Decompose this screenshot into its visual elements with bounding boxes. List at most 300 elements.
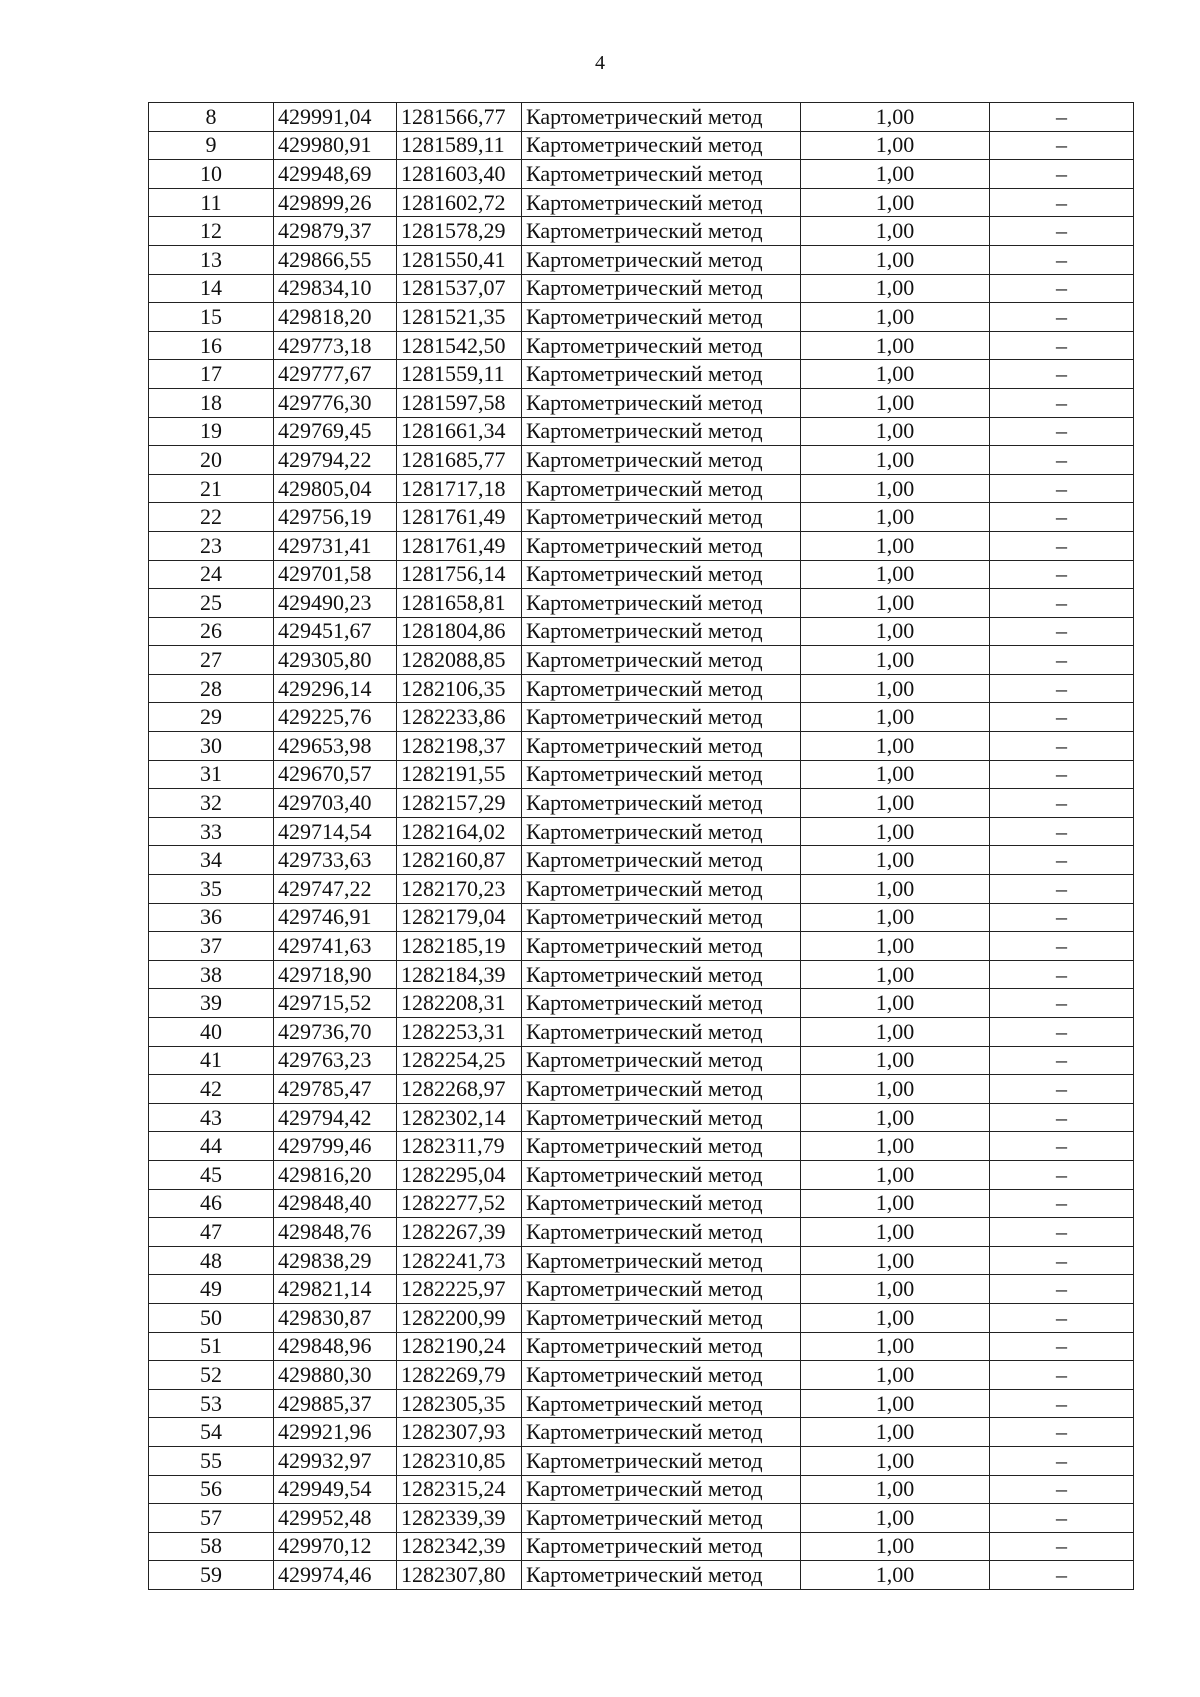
precision-cell: 1,00 — [801, 960, 990, 989]
description-cell: – — [990, 617, 1134, 646]
precision-cell: 1,00 — [801, 1332, 990, 1361]
table-row — [149, 160, 1134, 189]
table-row — [149, 1189, 1134, 1218]
point-number-cell: 23 — [149, 531, 274, 560]
x-coordinate-cell: 429866,55 — [274, 245, 397, 274]
point-number-cell: 15 — [149, 303, 274, 332]
precision-cell: 1,00 — [801, 1475, 990, 1504]
x-coordinate-cell: 429818,20 — [274, 303, 397, 332]
y-coordinate-cell: 1281685,77 — [397, 446, 522, 475]
method-cell: Картометрический метод — [522, 1018, 801, 1047]
precision-cell: 1,00 — [801, 160, 990, 189]
table-row — [149, 274, 1134, 303]
description-cell: – — [990, 732, 1134, 761]
method-cell: Картометрический метод — [522, 1532, 801, 1561]
description-cell: – — [990, 674, 1134, 703]
y-coordinate-cell: 1282164,02 — [397, 817, 522, 846]
table-row — [149, 1332, 1134, 1361]
description-cell: – — [990, 1160, 1134, 1189]
y-coordinate-cell: 1281550,41 — [397, 245, 522, 274]
point-number-cell: 27 — [149, 646, 274, 675]
table-row — [149, 531, 1134, 560]
precision-cell: 1,00 — [801, 789, 990, 818]
table-row — [149, 760, 1134, 789]
point-number-cell: 55 — [149, 1446, 274, 1475]
x-coordinate-cell: 429805,04 — [274, 474, 397, 503]
x-coordinate-cell: 429970,12 — [274, 1532, 397, 1561]
precision-cell: 1,00 — [801, 1132, 990, 1161]
method-cell: Картометрический метод — [522, 703, 801, 732]
x-coordinate-cell: 429921,96 — [274, 1418, 397, 1447]
description-cell: – — [990, 131, 1134, 160]
description-cell: – — [990, 960, 1134, 989]
precision-cell: 1,00 — [801, 875, 990, 904]
method-cell: Картометрический метод — [522, 1361, 801, 1390]
y-coordinate-cell: 1282277,52 — [397, 1189, 522, 1218]
precision-cell: 1,00 — [801, 1218, 990, 1247]
table-row — [149, 1418, 1134, 1447]
method-cell: Картометрический метод — [522, 1132, 801, 1161]
x-coordinate-cell: 429305,80 — [274, 646, 397, 675]
description-cell: – — [990, 789, 1134, 818]
y-coordinate-cell: 1282253,31 — [397, 1018, 522, 1047]
table-row — [149, 1504, 1134, 1533]
table-row — [149, 1103, 1134, 1132]
point-number-cell: 29 — [149, 703, 274, 732]
table-row — [149, 1446, 1134, 1475]
y-coordinate-cell: 1282198,37 — [397, 732, 522, 761]
point-number-cell: 8 — [149, 103, 274, 132]
x-coordinate-cell: 429991,04 — [274, 103, 397, 132]
table-row — [149, 1160, 1134, 1189]
description-cell: – — [990, 1246, 1134, 1275]
table-row — [149, 388, 1134, 417]
y-coordinate-cell: 1282254,25 — [397, 1046, 522, 1075]
coordinates-table — [148, 102, 1134, 1590]
table-row — [149, 131, 1134, 160]
x-coordinate-cell: 429830,87 — [274, 1303, 397, 1332]
precision-cell: 1,00 — [801, 646, 990, 675]
x-coordinate-cell: 429777,67 — [274, 360, 397, 389]
y-coordinate-cell: 1282307,80 — [397, 1561, 522, 1590]
y-coordinate-cell: 1282106,35 — [397, 674, 522, 703]
y-coordinate-cell: 1281521,35 — [397, 303, 522, 332]
precision-cell: 1,00 — [801, 703, 990, 732]
point-number-cell: 57 — [149, 1504, 274, 1533]
table-row — [149, 503, 1134, 532]
y-coordinate-cell: 1282311,79 — [397, 1132, 522, 1161]
description-cell: – — [990, 1418, 1134, 1447]
precision-cell: 1,00 — [801, 1275, 990, 1304]
method-cell: Картометрический метод — [522, 960, 801, 989]
x-coordinate-cell: 429715,52 — [274, 989, 397, 1018]
y-coordinate-cell: 1282191,55 — [397, 760, 522, 789]
table-row — [149, 417, 1134, 446]
x-coordinate-cell: 429932,97 — [274, 1446, 397, 1475]
description-cell: – — [990, 1389, 1134, 1418]
description-cell: – — [990, 1046, 1134, 1075]
table-row — [149, 1218, 1134, 1247]
y-coordinate-cell: 1282184,39 — [397, 960, 522, 989]
point-number-cell: 25 — [149, 589, 274, 618]
table-row — [149, 474, 1134, 503]
precision-cell: 1,00 — [801, 503, 990, 532]
precision-cell: 1,00 — [801, 989, 990, 1018]
point-number-cell: 19 — [149, 417, 274, 446]
point-number-cell: 17 — [149, 360, 274, 389]
x-coordinate-cell: 429879,37 — [274, 217, 397, 246]
precision-cell: 1,00 — [801, 446, 990, 475]
method-cell: Картометрический метод — [522, 331, 801, 360]
description-cell: – — [990, 160, 1134, 189]
method-cell: Картометрический метод — [522, 360, 801, 389]
precision-cell: 1,00 — [801, 1418, 990, 1447]
method-cell: Картометрический метод — [522, 274, 801, 303]
point-number-cell: 49 — [149, 1275, 274, 1304]
table-row — [149, 1303, 1134, 1332]
y-coordinate-cell: 1281602,72 — [397, 188, 522, 217]
y-coordinate-cell: 1281566,77 — [397, 103, 522, 132]
description-cell: – — [990, 932, 1134, 961]
method-cell: Картометрический метод — [522, 674, 801, 703]
x-coordinate-cell: 429451,67 — [274, 617, 397, 646]
precision-cell: 1,00 — [801, 1075, 990, 1104]
point-number-cell: 42 — [149, 1075, 274, 1104]
point-number-cell: 34 — [149, 846, 274, 875]
description-cell: – — [990, 417, 1134, 446]
precision-cell: 1,00 — [801, 188, 990, 217]
x-coordinate-cell: 429701,58 — [274, 560, 397, 589]
x-coordinate-cell: 429490,23 — [274, 589, 397, 618]
point-number-cell: 52 — [149, 1361, 274, 1390]
precision-cell: 1,00 — [801, 674, 990, 703]
method-cell: Картометрический метод — [522, 103, 801, 132]
point-number-cell: 58 — [149, 1532, 274, 1561]
method-cell: Картометрический метод — [522, 303, 801, 332]
description-cell: – — [990, 589, 1134, 618]
description-cell: – — [990, 903, 1134, 932]
precision-cell: 1,00 — [801, 103, 990, 132]
x-coordinate-cell: 429670,57 — [274, 760, 397, 789]
method-cell: Картометрический метод — [522, 932, 801, 961]
description-cell: – — [990, 1446, 1134, 1475]
table-row — [149, 960, 1134, 989]
x-coordinate-cell: 429980,91 — [274, 131, 397, 160]
method-cell: Картометрический метод — [522, 1189, 801, 1218]
table-row — [149, 1046, 1134, 1075]
point-number-cell: 32 — [149, 789, 274, 818]
precision-cell: 1,00 — [801, 474, 990, 503]
method-cell: Картометрический метод — [522, 1303, 801, 1332]
point-number-cell: 44 — [149, 1132, 274, 1161]
precision-cell: 1,00 — [801, 131, 990, 160]
description-cell: – — [990, 646, 1134, 675]
x-coordinate-cell: 429225,76 — [274, 703, 397, 732]
precision-cell: 1,00 — [801, 1103, 990, 1132]
point-number-cell: 36 — [149, 903, 274, 932]
point-number-cell: 59 — [149, 1561, 274, 1590]
description-cell: – — [990, 817, 1134, 846]
description-cell: – — [990, 1189, 1134, 1218]
y-coordinate-cell: 1282208,31 — [397, 989, 522, 1018]
description-cell: – — [990, 760, 1134, 789]
x-coordinate-cell: 429776,30 — [274, 388, 397, 417]
x-coordinate-cell: 429731,41 — [274, 531, 397, 560]
x-coordinate-cell: 429848,96 — [274, 1332, 397, 1361]
method-cell: Картометрический метод — [522, 474, 801, 503]
precision-cell: 1,00 — [801, 589, 990, 618]
precision-cell: 1,00 — [801, 932, 990, 961]
precision-cell: 1,00 — [801, 1046, 990, 1075]
method-cell: Картометрический метод — [522, 646, 801, 675]
table-row — [149, 1361, 1134, 1390]
method-cell: Картометрический метод — [522, 789, 801, 818]
precision-cell: 1,00 — [801, 331, 990, 360]
table-row — [149, 875, 1134, 904]
method-cell: Картометрический метод — [522, 1332, 801, 1361]
description-cell: – — [990, 703, 1134, 732]
y-coordinate-cell: 1282315,24 — [397, 1475, 522, 1504]
description-cell: – — [990, 188, 1134, 217]
y-coordinate-cell: 1282268,97 — [397, 1075, 522, 1104]
x-coordinate-cell: 429948,69 — [274, 160, 397, 189]
precision-cell: 1,00 — [801, 903, 990, 932]
table-row — [149, 446, 1134, 475]
table-row — [149, 903, 1134, 932]
method-cell: Картометрический метод — [522, 131, 801, 160]
table-row — [149, 674, 1134, 703]
table-row — [149, 1246, 1134, 1275]
point-number-cell: 56 — [149, 1475, 274, 1504]
point-number-cell: 26 — [149, 617, 274, 646]
description-cell: – — [990, 1332, 1134, 1361]
table-row — [149, 360, 1134, 389]
method-cell: Картометрический метод — [522, 160, 801, 189]
precision-cell: 1,00 — [801, 1189, 990, 1218]
precision-cell: 1,00 — [801, 360, 990, 389]
table-row — [149, 932, 1134, 961]
x-coordinate-cell: 429816,20 — [274, 1160, 397, 1189]
method-cell: Картометрический метод — [522, 875, 801, 904]
y-coordinate-cell: 1281761,49 — [397, 503, 522, 532]
y-coordinate-cell: 1281559,11 — [397, 360, 522, 389]
y-coordinate-cell: 1282241,73 — [397, 1246, 522, 1275]
method-cell: Картометрический метод — [522, 846, 801, 875]
y-coordinate-cell: 1282269,79 — [397, 1361, 522, 1390]
description-cell: – — [990, 1361, 1134, 1390]
description-cell: – — [990, 1275, 1134, 1304]
point-number-cell: 21 — [149, 474, 274, 503]
method-cell: Картометрический метод — [522, 217, 801, 246]
point-number-cell: 53 — [149, 1389, 274, 1418]
method-cell: Картометрический метод — [522, 446, 801, 475]
point-number-cell: 35 — [149, 875, 274, 904]
description-cell: – — [990, 1475, 1134, 1504]
point-number-cell: 28 — [149, 674, 274, 703]
page-number: 4 — [595, 52, 605, 74]
precision-cell: 1,00 — [801, 1246, 990, 1275]
method-cell: Картометрический метод — [522, 1561, 801, 1590]
precision-cell: 1,00 — [801, 1361, 990, 1390]
method-cell: Картометрический метод — [522, 760, 801, 789]
method-cell: Картометрический метод — [522, 1075, 801, 1104]
table-row — [149, 617, 1134, 646]
method-cell: Картометрический метод — [522, 617, 801, 646]
method-cell: Картометрический метод — [522, 531, 801, 560]
method-cell: Картометрический метод — [522, 417, 801, 446]
method-cell: Картометрический метод — [522, 1504, 801, 1533]
point-number-cell: 48 — [149, 1246, 274, 1275]
x-coordinate-cell: 429794,22 — [274, 446, 397, 475]
point-number-cell: 18 — [149, 388, 274, 417]
y-coordinate-cell: 1282225,97 — [397, 1275, 522, 1304]
y-coordinate-cell: 1282305,35 — [397, 1389, 522, 1418]
method-cell: Картометрический метод — [522, 817, 801, 846]
table-row — [149, 103, 1134, 132]
coordinates-table-body — [149, 103, 1134, 1590]
description-cell: – — [990, 274, 1134, 303]
point-number-cell: 12 — [149, 217, 274, 246]
method-cell: Картометрический метод — [522, 903, 801, 932]
description-cell: – — [990, 989, 1134, 1018]
y-coordinate-cell: 1282307,93 — [397, 1418, 522, 1447]
point-number-cell: 51 — [149, 1332, 274, 1361]
x-coordinate-cell: 429834,10 — [274, 274, 397, 303]
method-cell: Картометрический метод — [522, 245, 801, 274]
x-coordinate-cell: 429746,91 — [274, 903, 397, 932]
point-number-cell: 16 — [149, 331, 274, 360]
precision-cell: 1,00 — [801, 1504, 990, 1533]
point-number-cell: 14 — [149, 274, 274, 303]
table-row — [149, 589, 1134, 618]
method-cell: Картометрический метод — [522, 989, 801, 1018]
description-cell: – — [990, 360, 1134, 389]
x-coordinate-cell: 429799,46 — [274, 1132, 397, 1161]
method-cell: Картометрический метод — [522, 1160, 801, 1189]
x-coordinate-cell: 429769,45 — [274, 417, 397, 446]
x-coordinate-cell: 429785,47 — [274, 1075, 397, 1104]
x-coordinate-cell: 429899,26 — [274, 188, 397, 217]
description-cell: – — [990, 331, 1134, 360]
point-number-cell: 30 — [149, 732, 274, 761]
x-coordinate-cell: 429741,63 — [274, 932, 397, 961]
x-coordinate-cell: 429848,76 — [274, 1218, 397, 1247]
precision-cell: 1,00 — [801, 1303, 990, 1332]
y-coordinate-cell: 1282233,86 — [397, 703, 522, 732]
table-row — [149, 703, 1134, 732]
point-number-cell: 9 — [149, 131, 274, 160]
method-cell: Картометрический метод — [522, 1418, 801, 1447]
description-cell: – — [990, 1218, 1134, 1247]
precision-cell: 1,00 — [801, 617, 990, 646]
precision-cell: 1,00 — [801, 1561, 990, 1590]
precision-cell: 1,00 — [801, 846, 990, 875]
x-coordinate-cell: 429880,30 — [274, 1361, 397, 1390]
description-cell: – — [990, 846, 1134, 875]
y-coordinate-cell: 1281537,07 — [397, 274, 522, 303]
precision-cell: 1,00 — [801, 1018, 990, 1047]
precision-cell: 1,00 — [801, 217, 990, 246]
x-coordinate-cell: 429848,40 — [274, 1189, 397, 1218]
method-cell: Картометрический метод — [522, 1389, 801, 1418]
method-cell: Картометрический метод — [522, 1103, 801, 1132]
description-cell: – — [990, 388, 1134, 417]
y-coordinate-cell: 1281661,34 — [397, 417, 522, 446]
point-number-cell: 22 — [149, 503, 274, 532]
y-coordinate-cell: 1282185,19 — [397, 932, 522, 961]
precision-cell: 1,00 — [801, 732, 990, 761]
method-cell: Картометрический метод — [522, 188, 801, 217]
description-cell: – — [990, 1561, 1134, 1590]
y-coordinate-cell: 1281578,29 — [397, 217, 522, 246]
description-cell: – — [990, 245, 1134, 274]
x-coordinate-cell: 429885,37 — [274, 1389, 397, 1418]
precision-cell: 1,00 — [801, 760, 990, 789]
method-cell: Картометрический метод — [522, 1046, 801, 1075]
point-number-cell: 46 — [149, 1189, 274, 1218]
y-coordinate-cell: 1281761,49 — [397, 531, 522, 560]
point-number-cell: 50 — [149, 1303, 274, 1332]
point-number-cell: 54 — [149, 1418, 274, 1447]
description-cell: – — [990, 1132, 1134, 1161]
y-coordinate-cell: 1282310,85 — [397, 1446, 522, 1475]
x-coordinate-cell: 429838,29 — [274, 1246, 397, 1275]
point-number-cell: 43 — [149, 1103, 274, 1132]
table-row — [149, 1389, 1134, 1418]
y-coordinate-cell: 1282190,24 — [397, 1332, 522, 1361]
table-row — [149, 303, 1134, 332]
precision-cell: 1,00 — [801, 303, 990, 332]
method-cell: Картометрический метод — [522, 732, 801, 761]
method-cell: Картометрический метод — [522, 1246, 801, 1275]
point-number-cell: 38 — [149, 960, 274, 989]
x-coordinate-cell: 429296,14 — [274, 674, 397, 703]
method-cell: Картометрический метод — [522, 1275, 801, 1304]
y-coordinate-cell: 1281717,18 — [397, 474, 522, 503]
x-coordinate-cell: 429756,19 — [274, 503, 397, 532]
description-cell: – — [990, 217, 1134, 246]
precision-cell: 1,00 — [801, 245, 990, 274]
y-coordinate-cell: 1281756,14 — [397, 560, 522, 589]
y-coordinate-cell: 1281589,11 — [397, 131, 522, 160]
description-cell: – — [990, 1018, 1134, 1047]
precision-cell: 1,00 — [801, 817, 990, 846]
description-cell: – — [990, 1075, 1134, 1104]
table-row — [149, 1532, 1134, 1561]
y-coordinate-cell: 1282157,29 — [397, 789, 522, 818]
point-number-cell: 33 — [149, 817, 274, 846]
x-coordinate-cell: 429974,46 — [274, 1561, 397, 1590]
y-coordinate-cell: 1282302,14 — [397, 1103, 522, 1132]
point-number-cell: 39 — [149, 989, 274, 1018]
x-coordinate-cell: 429733,63 — [274, 846, 397, 875]
table-row — [149, 1561, 1134, 1590]
y-coordinate-cell: 1282179,04 — [397, 903, 522, 932]
y-coordinate-cell: 1282160,87 — [397, 846, 522, 875]
description-cell: – — [990, 560, 1134, 589]
table-row — [149, 245, 1134, 274]
description-cell: – — [990, 474, 1134, 503]
x-coordinate-cell: 429714,54 — [274, 817, 397, 846]
y-coordinate-cell: 1282267,39 — [397, 1218, 522, 1247]
method-cell: Картометрический метод — [522, 503, 801, 532]
table-row — [149, 989, 1134, 1018]
table-row — [149, 732, 1134, 761]
description-cell: – — [990, 1532, 1134, 1561]
point-number-cell: 10 — [149, 160, 274, 189]
description-cell: – — [990, 303, 1134, 332]
y-coordinate-cell: 1281658,81 — [397, 589, 522, 618]
